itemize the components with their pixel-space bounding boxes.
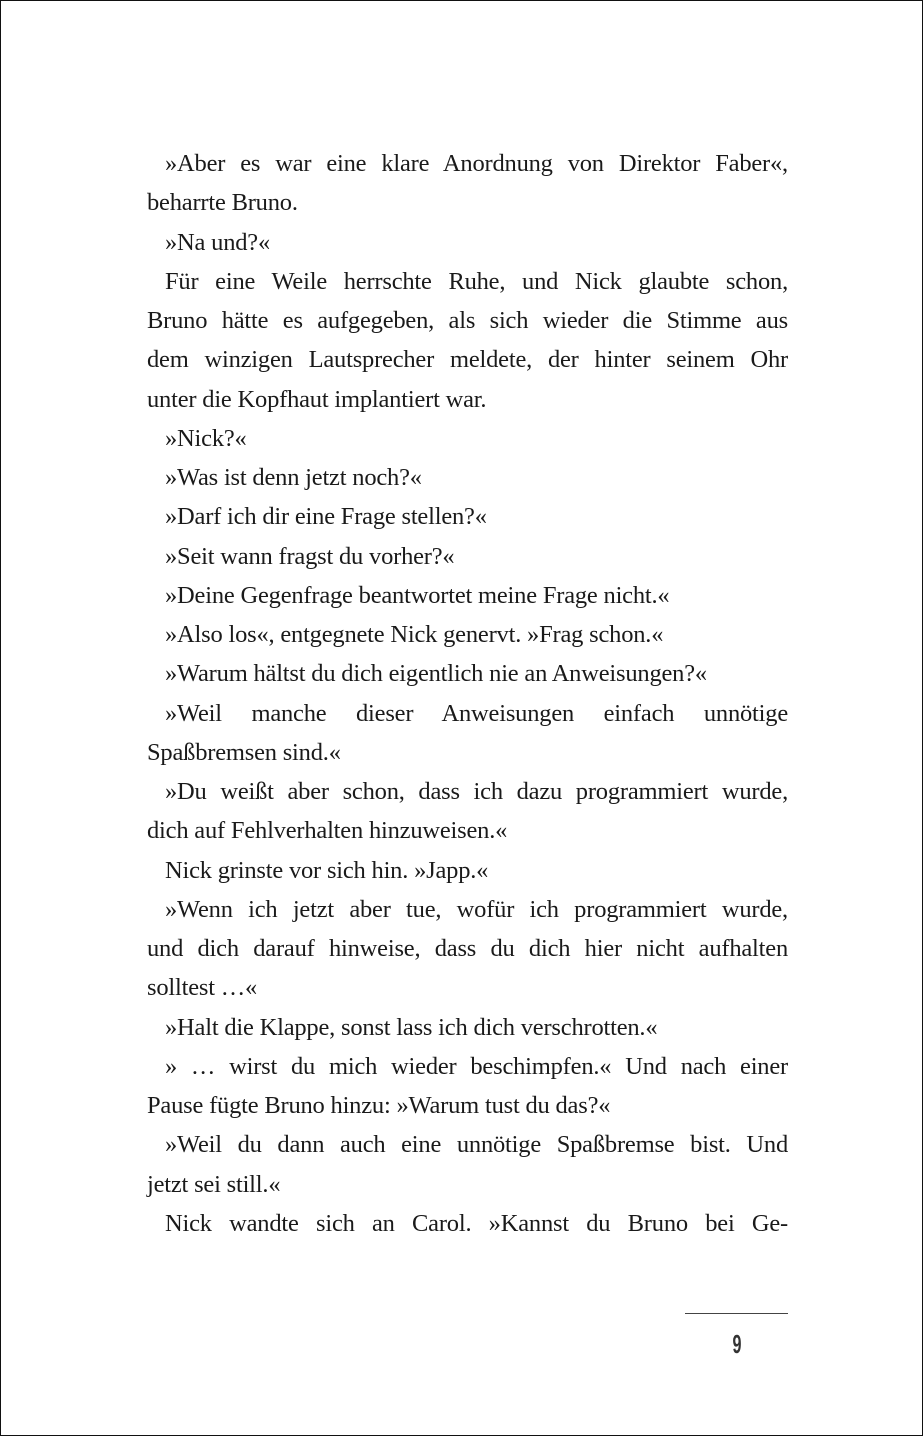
text-line: beharrte Bruno. — [147, 189, 298, 217]
text-line: Nick grinste vor sich hin. »Japp.« — [165, 856, 489, 884]
text-line: »Deine Gegenfrage beantwortet meine Frage nicht.« — [165, 581, 670, 609]
text-line: Für eine Weile herrschte Ruhe, und Nick glaubte schon, — [165, 267, 788, 295]
paragraph — [147, 890, 788, 1008]
text-line: »Weil du dann auch eine unnötige Spaßbremse bist. Und — [165, 1131, 788, 1159]
text-line: unter die Kopfhaut implantiert war. — [147, 385, 487, 413]
footer-rule — [685, 1313, 788, 1314]
text-line: und dich darauf hinweise, dass du dich hier nicht aufhalten — [147, 935, 788, 962]
text-line: »Darf ich dir eine Frage stellen?« — [165, 503, 487, 531]
text-line: Pause fügte Bruno hinzu: »Warum tust du das?« — [147, 1092, 611, 1119]
text-line: dem winzigen Lautsprecher meldete, der hinter seinem Ohr — [147, 346, 788, 374]
text-line: »Du weißt aber schon, dass ich dazu programmiert wurde, — [165, 778, 788, 805]
paragraph — [147, 654, 788, 693]
paragraph — [147, 458, 788, 497]
text-line: Nick wandte sich an Carol. »Kannst du Bruno bei Ge- — [165, 1209, 788, 1237]
text-line: »Also los«, entgegnete Nick genervt. »Frag schon.« — [165, 621, 664, 648]
paragraph — [147, 615, 788, 654]
paragraph — [147, 576, 788, 615]
text-line: »Halt die Klappe, sonst lass ich dich verschrotten.« — [165, 1013, 658, 1041]
text-line: » … wirst du mich wieder beschimpfen.« Und nach einer — [165, 1052, 788, 1080]
page-number: 9 — [732, 1329, 742, 1359]
paragraph — [147, 851, 788, 890]
paragraph — [147, 262, 788, 419]
text-line: dich auf Fehlverhalten hinzuweisen.« — [147, 817, 508, 845]
text-line: »Aber es war eine klare Anordnung von Direktor Faber«, — [165, 150, 788, 177]
text-line: »Na und?« — [165, 228, 271, 256]
paragraph — [147, 144, 788, 223]
paragraph — [147, 1008, 788, 1047]
body-text — [147, 144, 788, 1243]
text-line: jetzt sei still.« — [147, 1170, 281, 1198]
paragraph — [147, 497, 788, 536]
paragraph — [147, 772, 788, 851]
paragraph — [147, 1047, 788, 1126]
paragraph — [147, 223, 788, 262]
text-line: solltest …« — [147, 974, 258, 1002]
text-line: »Warum hältst du dich eigentlich nie an Anweisungen?« — [165, 660, 707, 688]
text-line: »Wenn ich jetzt aber tue, wofür ich programmiert wurde, — [165, 895, 788, 923]
text-line: Spaßbremsen sind.« — [147, 738, 341, 766]
paragraph — [147, 1125, 788, 1204]
paragraph — [147, 419, 788, 458]
text-line: »Nick?« — [165, 424, 247, 452]
text-line: »Was ist denn jetzt noch?« — [165, 464, 422, 491]
text-line: »Weil manche dieser Anweisungen einfach unnötige — [165, 699, 788, 727]
paragraph — [147, 537, 788, 576]
text-line: Bruno hätte es aufgegeben, als sich wieder die Stimme aus — [147, 307, 788, 334]
text-line: »Seit wann fragst du vorher?« — [165, 542, 455, 570]
paragraph — [147, 1204, 788, 1243]
paragraph — [147, 694, 788, 773]
